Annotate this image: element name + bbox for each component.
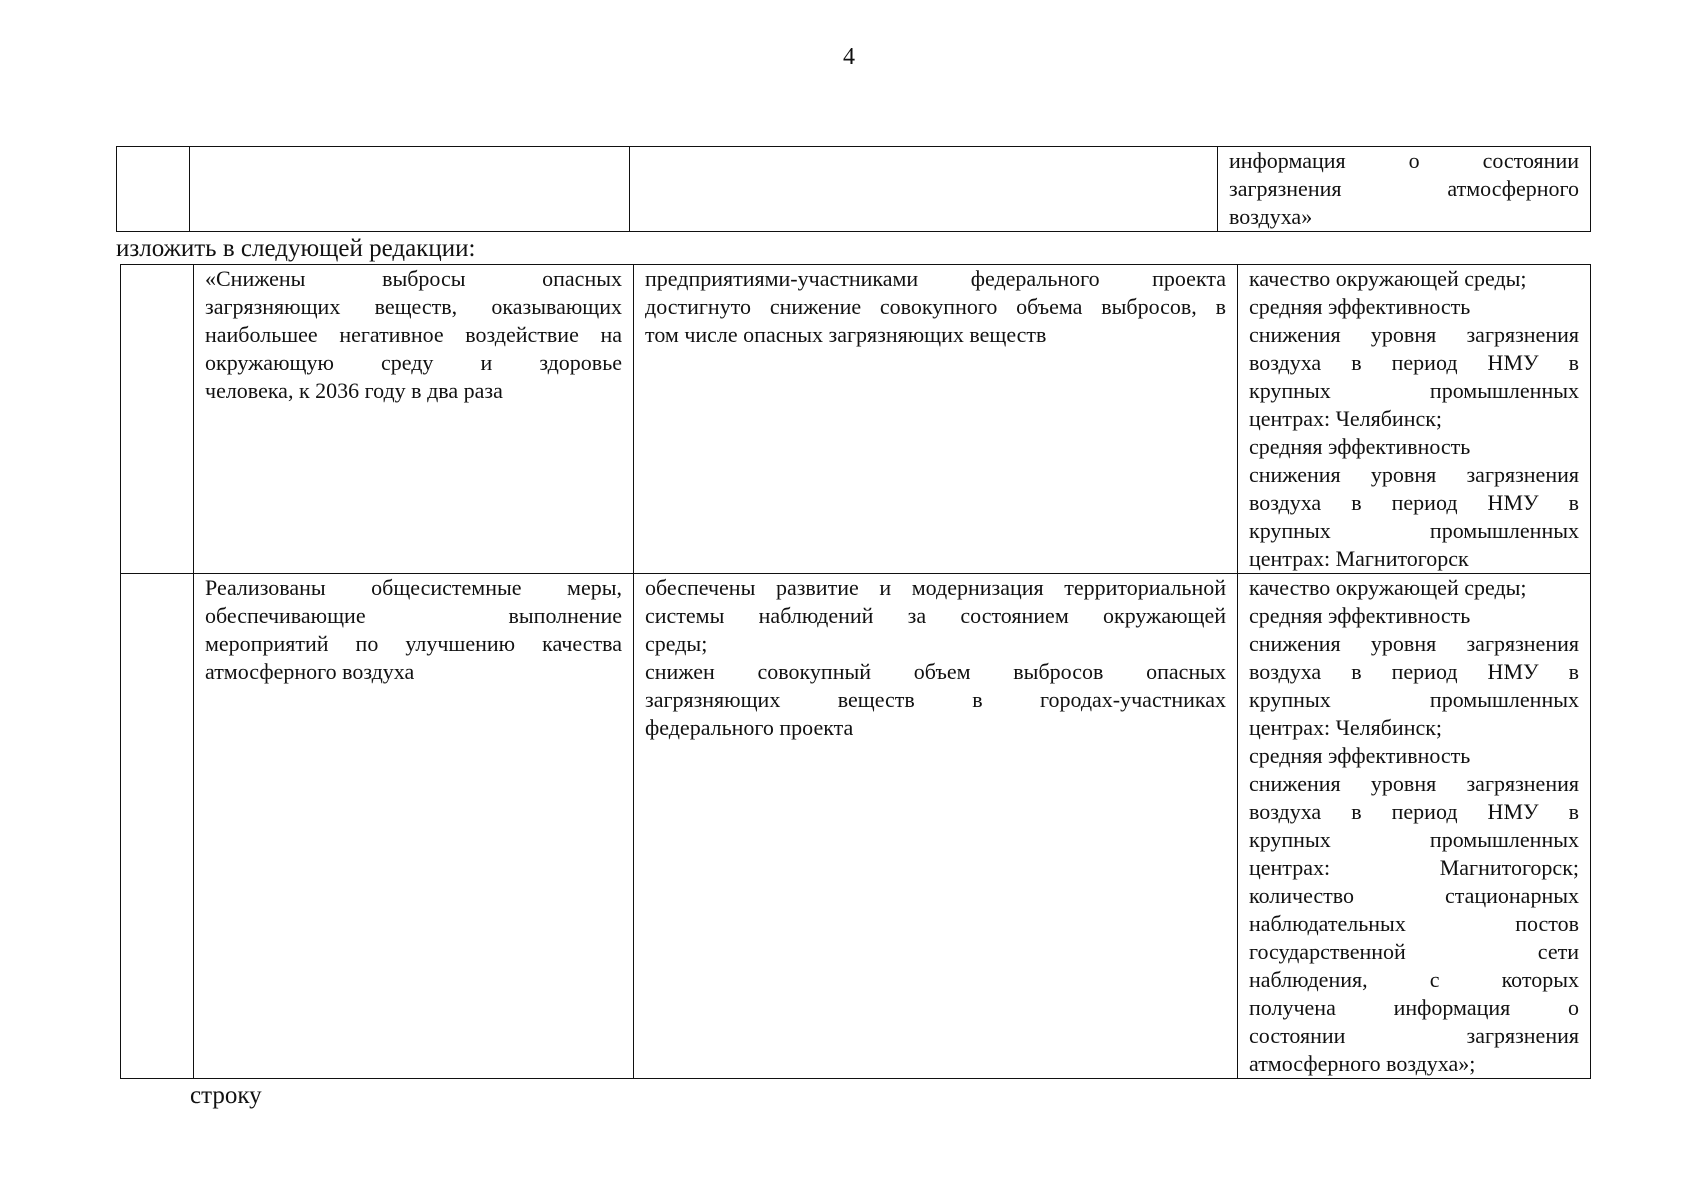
amendment-caption: изложить в следующей редакции: (116, 235, 476, 262)
cell-text-line: средняя эффективность (1249, 434, 1471, 459)
cell-text-line: человека, к 2036 году в два раза (205, 378, 503, 403)
cell-text-line: «Снижены выбросы опасных (205, 266, 622, 291)
table-cell-goal (194, 265, 634, 574)
page-number: 4 (843, 44, 855, 70)
table-cell-goal (194, 574, 634, 1079)
cell-text-line: воздуха в период НМУ в (1249, 799, 1579, 824)
table-cell-result (630, 147, 1218, 232)
cell-text-line: Реализованы общесистемные меры, (205, 575, 622, 600)
table-cell-goal (190, 147, 630, 232)
cell-text-line: центрах: Магнитогорск (1249, 546, 1469, 571)
cell-text-line: получена информация о (1249, 995, 1579, 1020)
cell-text-line: среды; (645, 631, 708, 656)
cell-text-line: средняя эффективность (1249, 603, 1471, 628)
cell-text-line: центрах: Магнитогорск; (1249, 855, 1579, 880)
table-row (117, 147, 1591, 232)
cell-text-line: информация о состоянии (1229, 148, 1579, 173)
cell-text-line: снижения уровня загрязнения (1249, 462, 1579, 487)
cell-text-line: средняя эффективность (1249, 294, 1471, 319)
cell-text-line: крупных промышленных (1249, 687, 1579, 712)
table-row (121, 265, 1591, 574)
cell-text-line: достигнуто снижение совокупного объема выбросов, в (645, 294, 1226, 319)
table-cell-result (634, 574, 1238, 1079)
cell-text-line: атмосферного воздуха»; (1249, 1051, 1476, 1076)
cell-text-line: загрязняющих веществ в городах-участниках (645, 687, 1226, 712)
cell-text-line: наблюдения, с которых (1249, 967, 1579, 992)
table-cell-indicators (1218, 147, 1591, 232)
cell-text-line: мероприятий по улучшению качества (205, 631, 622, 656)
cell-text-line: центрах: Челябинск; (1249, 406, 1443, 431)
cell-text-line: количество стационарных (1249, 883, 1579, 908)
table-cell-number (117, 147, 190, 232)
table-cell-number (121, 265, 194, 574)
cell-text-line: атмосферного воздуха (205, 659, 415, 684)
cell-text-line: государственной сети (1249, 939, 1579, 964)
cell-text-line: качество окружающей среды; (1249, 575, 1527, 600)
cell-text-line: снижения уровня загрязнения (1249, 631, 1579, 656)
cell-text-line: средняя эффективность (1249, 743, 1471, 768)
cell-text-line: воздуха в период НМУ в (1249, 490, 1579, 515)
cell-text-line: обеспечены развитие и модернизация территориальной (645, 575, 1226, 600)
cell-text-line: снижения уровня загрязнения (1249, 322, 1579, 347)
cell-text-line: загрязнения атмосферного (1229, 176, 1579, 201)
table-row (121, 574, 1591, 1079)
cell-text-line: наблюдательных постов (1249, 911, 1579, 936)
cell-text-line: качество окружающей среды; (1249, 266, 1527, 291)
cell-text-line: загрязняющих веществ, оказывающих (205, 294, 622, 319)
cell-text-line: воздуха в период НМУ в (1249, 659, 1579, 684)
table-cell-indicators (1238, 574, 1591, 1079)
new-edition-table (120, 264, 1591, 1079)
cell-text-line: состоянии загрязнения (1249, 1023, 1579, 1048)
cell-text-line: системы наблюдений за состоянием окружающей (645, 603, 1226, 628)
cell-text-line: крупных промышленных (1249, 378, 1579, 403)
cell-text-line: предприятиями-участниками федерального проекта (645, 266, 1226, 291)
cell-text-line: снижения уровня загрязнения (1249, 771, 1579, 796)
cell-text-line: воздуха в период НМУ в (1249, 350, 1579, 375)
table-cell-number (121, 574, 194, 1079)
cell-text-line: наибольшее негативное воздействие на (205, 322, 622, 347)
tail-text: строку (190, 1082, 262, 1109)
table-cell-result (634, 265, 1238, 574)
cell-text-line: окружающую среду и здоровье (205, 350, 622, 375)
previous-table (116, 146, 1591, 232)
cell-text-line: центрах: Челябинск; (1249, 715, 1443, 740)
cell-text-line: воздуха» (1229, 204, 1313, 229)
cell-text-line: крупных промышленных (1249, 518, 1579, 543)
cell-text-line: федерального проекта (645, 715, 854, 740)
cell-text-line: том числе опасных загрязняющих веществ (645, 322, 1047, 347)
table-cell-indicators (1238, 265, 1591, 574)
cell-text-line: обеспечивающие выполнение (205, 603, 622, 628)
cell-text-line: снижен совокупный объем выбросов опасных (645, 659, 1226, 684)
cell-text-line: крупных промышленных (1249, 827, 1579, 852)
